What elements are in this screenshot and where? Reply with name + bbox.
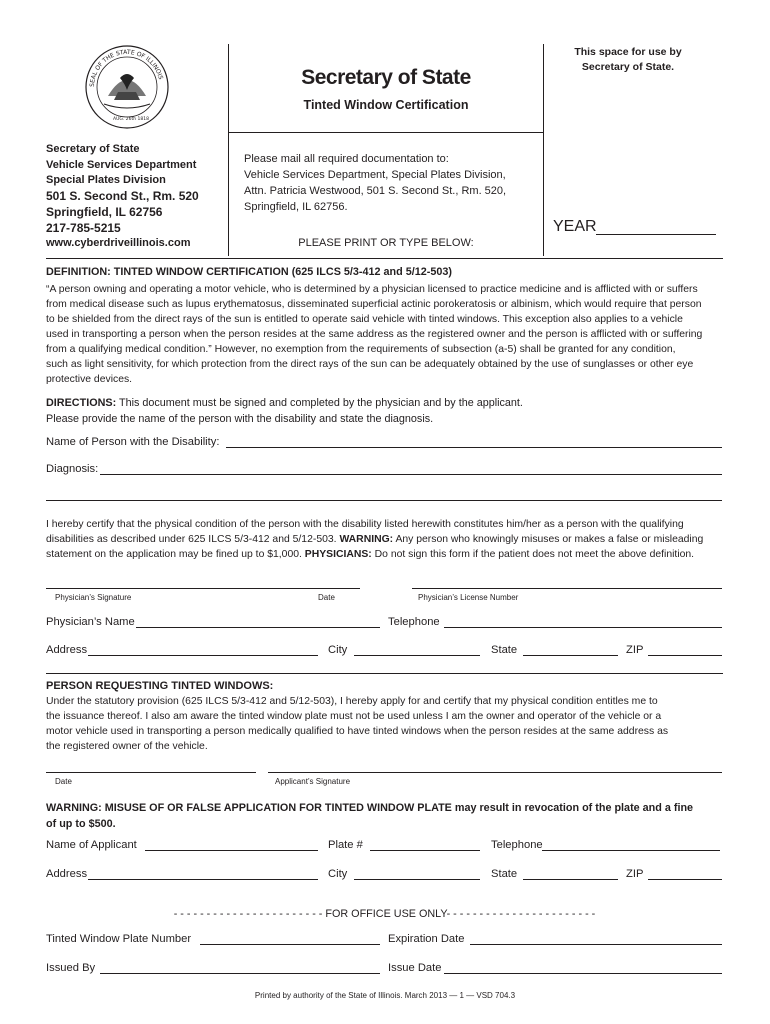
issued-by-label: Issued By [46,962,96,974]
applicant-telephone-label: Telephone [491,839,543,851]
physician-zip-input[interactable] [648,655,722,656]
physician-state-label: State [491,644,518,656]
physician-license-label: Physician’s License Number [418,593,519,602]
applicant-city-label: City [328,868,348,880]
print-note: PLEASE PRINT OR TYPE BELOW: [298,237,474,249]
section-divider-2 [46,673,723,674]
plate-number-label: Tinted Window Plate Number [46,933,192,945]
applicant-state-input[interactable] [523,879,618,880]
physician-signature-label: Physician’s Signature [55,593,132,602]
physician-state-input[interactable] [523,655,618,656]
year-label: YEAR [553,218,597,235]
section-divider [46,258,723,259]
applicant-section-text: Under the statutory provision (625 ILCS 5/3-412 and 5/12-503), I hereby apply for and certify that my physical condition entitles me to the issuance thereof. I also am aware the tinted window plate must not be used unless I am the owner and operator of the vehicle or a motor vehicle used in transporting a person medically qualified to have tinted windows when the person resides at the same address as the registered owner of the vehicle. [46,696,669,752]
year-input[interactable] [596,234,716,235]
applicant-signature-label: Applicant’s Signature [275,777,351,786]
physician-name-label: Physician’s Name [46,616,135,628]
applicant-date-input[interactable] [46,772,256,773]
applicant-name-label: Name of Applicant [46,839,137,851]
diagnosis-input[interactable] [100,474,722,475]
plate-number-input[interactable] [200,944,380,945]
applicant-plate-input[interactable] [370,850,480,851]
applicant-date-label: Date [55,777,72,786]
name-person-input[interactable] [226,447,722,448]
physician-signature-input[interactable] [46,588,360,589]
applicant-signature-input[interactable] [268,772,722,773]
physician-telephone-input[interactable] [444,627,722,628]
diagnosis-label: Diagnosis: [46,463,99,475]
physician-zip-label: ZIP [626,644,644,656]
applicant-telephone-input[interactable] [542,850,720,851]
applicant-zip-input[interactable] [648,879,722,880]
physician-telephone-label: Telephone [388,616,440,628]
definition-heading: DEFINITION: TINTED WINDOW CERTIFICATION (625 ILCS 5/3-412 and 5/12-503) [46,266,452,278]
applicant-address-input[interactable] [88,879,318,880]
office-use-divider: - - - - - - - - - - - - - - - - - - - - - - - FOR OFFICE USE ONLY- - - - - - - - - - - - - - - - - - - - - - - [173,908,596,920]
certification-text: I hereby certify that the physical condition of the person with the disability listed herewith constitutes him/her as a person with the qualifying disabilities as described under 625 ILCS 5/3-412 and 5/12-503. WARNING: Any person who knowingly misuses or makes a false or misleading statement on the application may be fined up to $1,000. PHYSICIANS: Do not sign this form if the patient does not meet the above definition. [46,519,704,560]
directions: DIRECTIONS: This document must be signed and completed by the physician and by the applicant. Please provide the name of the person with the disability and state the diagnosis. [46,397,523,425]
applicant-city-input[interactable] [354,879,480,880]
physician-name-input[interactable] [136,627,380,628]
applicant-state-label: State [491,868,518,880]
page-subtitle: Tinted Window Certification [303,98,469,112]
physician-address-label: Address [46,644,88,656]
applicant-name-input[interactable] [145,850,318,851]
issued-by-input[interactable] [100,973,380,974]
header-divider-horizontal [228,132,544,133]
applicant-zip-label: ZIP [626,868,644,880]
applicant-section-heading: PERSON REQUESTING TINTED WINDOWS: [46,680,274,692]
svg-text:SEAL OF THE STATE OF ILLINOIS: SEAL OF THE STATE OF ILLINOIS [88,48,165,88]
issue-date-label: Issue Date [388,962,442,974]
expiration-date-input[interactable] [470,944,722,945]
website-link[interactable]: www.cyberdriveillinois.com [46,237,191,250]
diagnosis-input-2[interactable] [46,500,722,501]
footer-text: Printed by authority of the State of Illinois. March 2013 — 1 — VSD 704.3 [254,991,516,1000]
physician-date-label: Date [318,593,335,602]
physician-city-input[interactable] [354,655,480,656]
state-seal-image [84,44,170,130]
physician-address-input[interactable] [88,655,318,656]
misuse-warning: WARNING: MISUSE OF OR FALSE APPLICATION FOR TINTED WINDOW PLATE may result in revocation of the plate and a fine of up to $500. [46,802,694,830]
svg-text:AUG. 26th 1818: AUG. 26th 1818 [113,117,149,122]
office-note: This space for use by Secretary of State. [574,46,682,73]
definition-text: “A person owning and operating a motor vehicle, who is determined by a physician licensed to practice medicine and is afflicted with or suffers from medical disease such as lupus erythematosus, disseminated superficial actinic porokeratosis or albinism, which would require that person to be shielded from the direct rays of the sun is entitled to operate said vehicle with tinted windows. This exception also applies to a vehicle used in transporting a person when the person resides at the same address as the registered owner and the person is afflicted with or suffering from a qualifying medical condition.” However, no exemption from the requirements of subsection (a-5) shall be granted for any condition, such as light sensitivity, for which protection from the direct rays of the sun can be adequately obtained by the use of sunglasses or other eye protective devices. [46,284,703,385]
mail-instructions: Please mail all required documentation to: Vehicle Services Department, Special Plates Division, Attn. Patricia Westwood, 501 S. Second St., Rm. 520, Springfield, IL 62756. [244,153,507,213]
physician-license-input[interactable] [412,588,722,589]
page-title: Secretary of State [301,66,471,89]
expiration-date-label: Expiration Date [388,933,465,945]
applicant-plate-label: Plate # [328,839,363,851]
physician-city-label: City [328,644,348,656]
name-person-label: Name of Person with the Disability: [46,436,220,448]
applicant-address-label: Address [46,868,88,880]
agency-address: Secretary of State Vehicle Services Department Special Plates Division 501 S. Second St., Rm. 520 Springfield, IL 62756 217-785-5215 www.cyberdriveillinois.com [46,142,199,252]
issue-date-input[interactable] [444,973,722,974]
